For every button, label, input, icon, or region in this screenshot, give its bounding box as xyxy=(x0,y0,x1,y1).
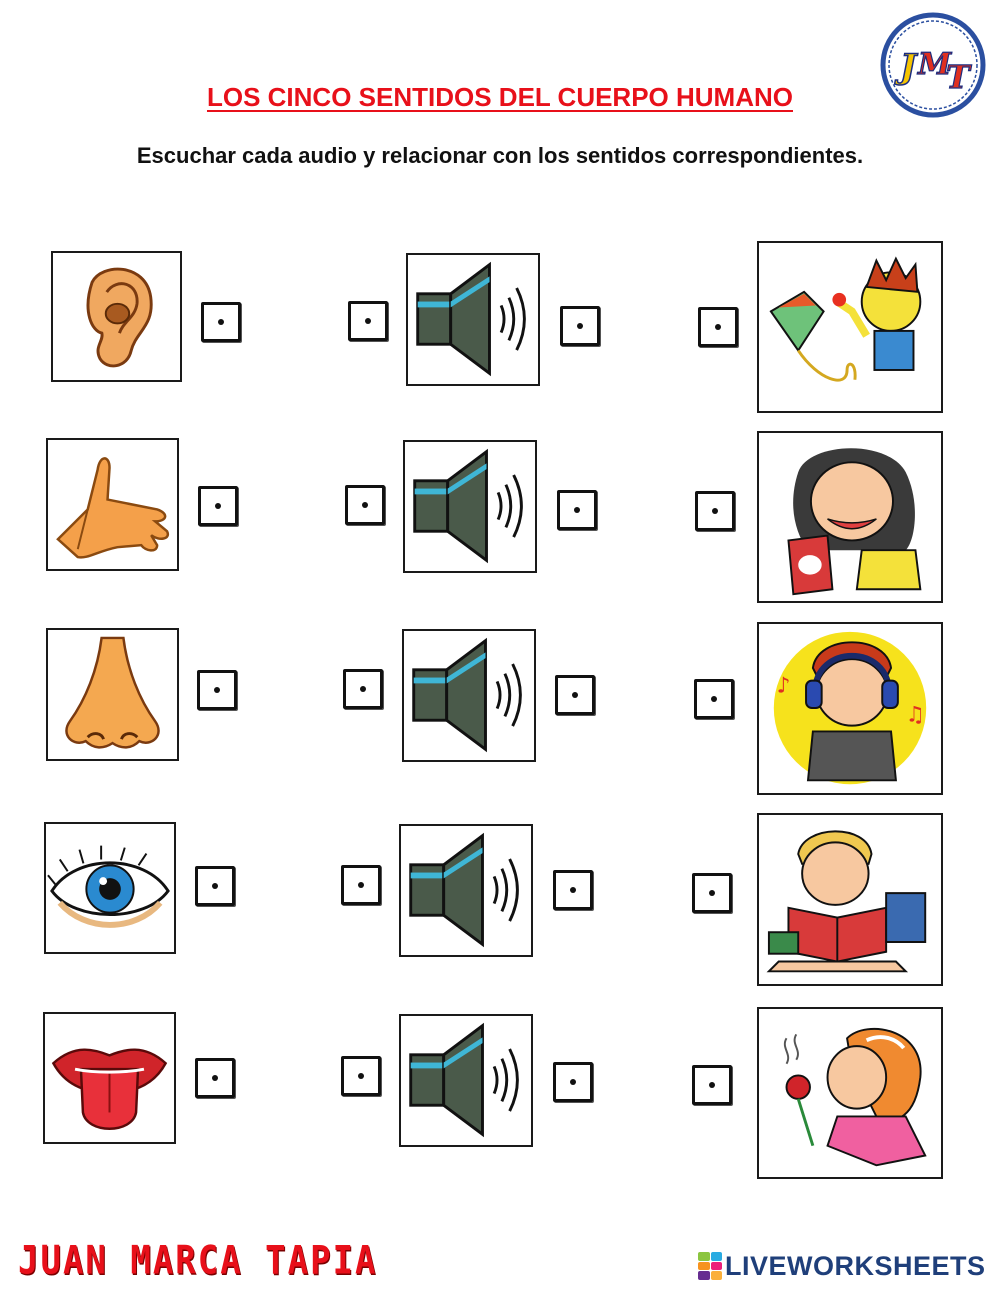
svg-text:J: J xyxy=(900,47,917,87)
audio-button[interactable] xyxy=(406,253,540,386)
speaker-icon xyxy=(404,631,534,760)
match-dot[interactable] xyxy=(197,670,237,710)
audio-button[interactable] xyxy=(399,1014,533,1147)
liveworksheets-logo-icon xyxy=(698,1252,722,1280)
svg-text:T: T xyxy=(946,58,970,96)
match-dot[interactable] xyxy=(201,302,241,342)
girl-eating-chips-image xyxy=(757,431,943,603)
audio-button[interactable] xyxy=(403,440,537,573)
page-title: LOS CINCO SENTIDOS DEL CUERPO HUMANO xyxy=(206,82,793,112)
match-dot[interactable] xyxy=(553,870,593,910)
ear-icon xyxy=(51,251,182,382)
eye-icon xyxy=(44,822,176,954)
match-dot[interactable] xyxy=(198,486,238,526)
speaker-icon xyxy=(405,442,535,571)
speaker-icon xyxy=(408,255,538,384)
match-dot[interactable] xyxy=(343,669,383,709)
match-dot[interactable] xyxy=(560,306,600,346)
child-touching-hot-iron-image xyxy=(757,241,943,413)
match-dot[interactable] xyxy=(557,490,597,530)
match-dot[interactable] xyxy=(692,873,732,913)
match-dot[interactable] xyxy=(692,1065,732,1105)
match-dot[interactable] xyxy=(195,1058,235,1098)
svg-text:♪: ♪ xyxy=(776,673,791,699)
boy-reading-book-image xyxy=(757,813,943,986)
match-dot[interactable] xyxy=(695,491,735,531)
svg-text:M: M xyxy=(918,47,952,82)
match-dot[interactable] xyxy=(694,679,734,719)
match-dot[interactable] xyxy=(553,1062,593,1102)
girl-smelling-rose-image xyxy=(757,1007,943,1179)
instructions-text: Escuchar cada audio y relacionar con los sentidos correspondientes. xyxy=(136,143,864,168)
speaker-icon xyxy=(401,1016,531,1145)
match-dot[interactable] xyxy=(348,301,388,341)
hand-icon xyxy=(46,438,179,571)
tongue-icon xyxy=(43,1012,176,1144)
svg-text:♫: ♫ xyxy=(905,702,925,728)
audio-button[interactable] xyxy=(399,824,533,957)
author-name: JUAN MARCA TAPIA xyxy=(18,1238,378,1284)
speaker-icon xyxy=(401,826,531,955)
nose-icon xyxy=(46,628,179,761)
match-dot[interactable] xyxy=(341,1056,381,1096)
audio-button[interactable] xyxy=(402,629,536,762)
match-dot[interactable] xyxy=(195,866,235,906)
boy-listening-music-image xyxy=(757,622,943,795)
match-dot[interactable] xyxy=(555,675,595,715)
brand-text: LIVEWORKSHEETS xyxy=(725,1250,986,1281)
match-dot[interactable] xyxy=(345,485,385,525)
match-dot[interactable] xyxy=(698,307,738,347)
liveworksheets-brand[interactable] xyxy=(698,1250,986,1282)
match-dot[interactable] xyxy=(341,865,381,905)
